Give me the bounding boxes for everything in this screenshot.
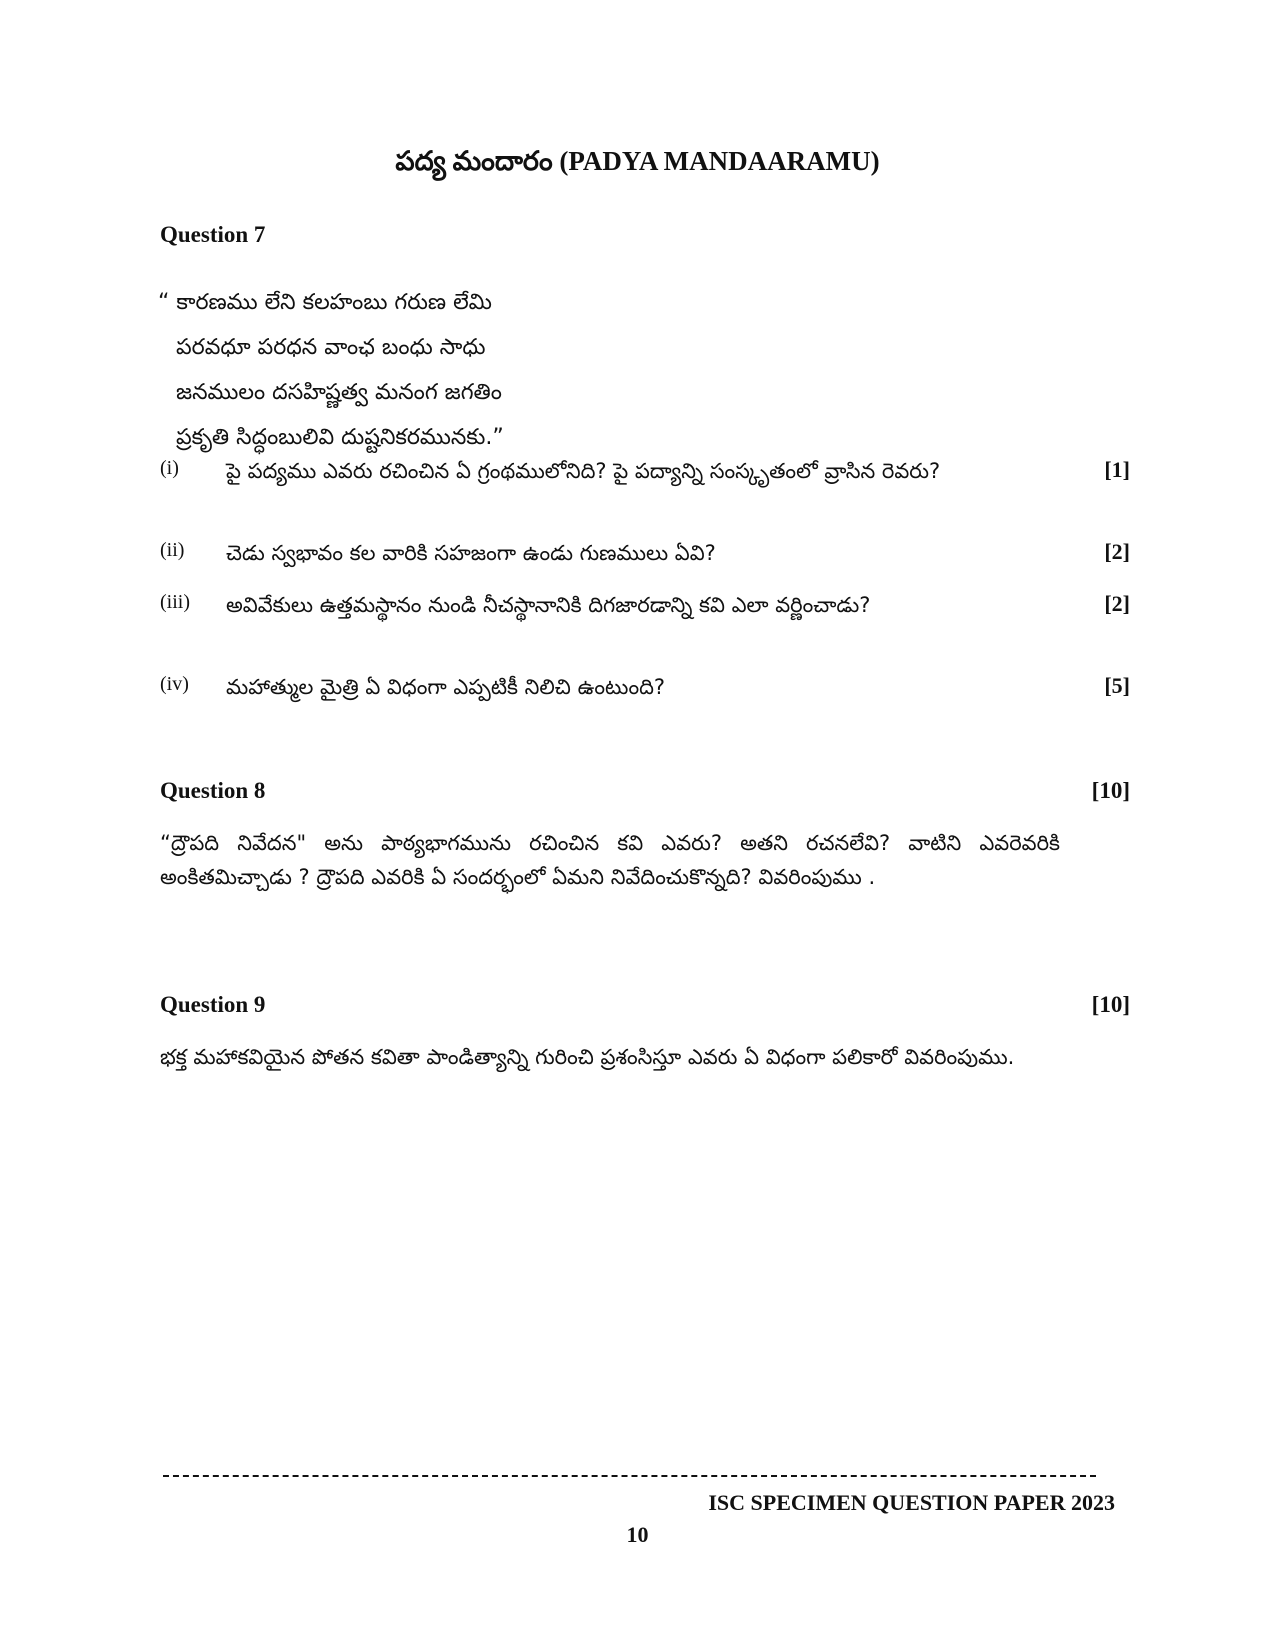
- poem-line-1: “ కారణము లేని కలహంబు గరుణ లేమి: [158, 290, 492, 315]
- footer-title: ISC SPECIMEN QUESTION PAPER 2023: [708, 1490, 1115, 1515]
- sub-question-text: పై పద్యము ఎవరు రచించిన ఏ గ్రంథములోనిది? పై పద్యాన్ని సంస్కృతంలో వ్రాసిన రెవరు?: [226, 459, 941, 483]
- sub-question-text: మహాత్ముల మైత్రి ఏ విధంగా ఎప్పటికీ నిలిచి ఉంటుంది?: [226, 675, 666, 699]
- marks-label: [2]: [1104, 591, 1130, 616]
- question-8-text: “ద్రౌపది నివేదన" అను పాఠ్యభాగమును రచించిన కవి ఎవరు? అతని రచనలేవి? వాటిని ఎవరెవరికి అంకితమిచ్చాడు ? ద్రౌపది ఎవరికి ఏ సందర్భంలో ఏమని నివేదించుకొన్నది? వివరింపుము .: [160, 831, 1060, 889]
- sub-question-text: చెడు స్వభావం కల వారికి సహజంగా ఉండు గుణములు ఏవి?: [226, 541, 716, 565]
- question-9-marks: [10]: [1091, 992, 1130, 1017]
- marks-label: [5]: [1104, 673, 1130, 698]
- sub-question-number: (iii): [160, 591, 190, 613]
- poem-line-4: ప్రకృతి సిద్ధంబులివి దుష్టనికరమునకు.”: [176, 425, 504, 450]
- sub-question-number: (iv): [160, 673, 189, 695]
- footer-divider: [163, 1475, 1096, 1477]
- poem-line-3: జనములం దసహిష్ణత్వ మనంగ జగతిం: [176, 380, 502, 405]
- question-8-heading: Question 8: [160, 778, 266, 803]
- question-8-marks: [10]: [1091, 778, 1130, 803]
- poem-block: [158, 280, 504, 460]
- question-7-heading: Question 7: [160, 222, 266, 247]
- question-9-text: భక్త మహాకవియైన పోతన కవితా పాండిత్యాన్ని గురించి ప్రశంసిస్తూ ఎవరు ఏ విధంగా పలికారో వివరింపుము.: [160, 1045, 1015, 1069]
- poem-line-2: పరవధూ పరధన వాంఛ బంధు సాధు: [176, 335, 486, 360]
- marks-label: [1]: [1104, 457, 1130, 482]
- section-title: పద్య మందారం (PADYA MANDAARAMU): [395, 146, 880, 176]
- page-number: 10: [626, 1522, 649, 1547]
- sub-question-number: (ii): [160, 539, 185, 561]
- sub-question-number: (i): [160, 457, 179, 479]
- sub-question-text: అవివేకులు ఉత్తమస్థానం నుండి నీచస్థానానికి దిగజారడాన్ని కవి ఎలా వర్ణించాడు?: [226, 593, 871, 617]
- marks-label: [2]: [1104, 539, 1130, 564]
- question-9-heading: Question 9: [160, 992, 266, 1017]
